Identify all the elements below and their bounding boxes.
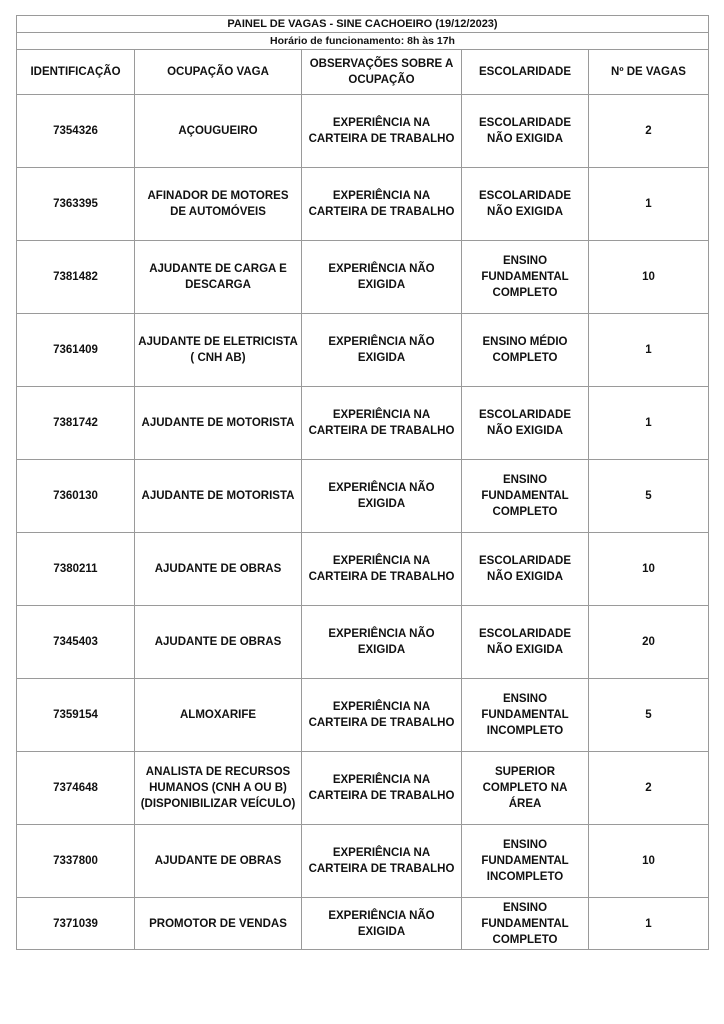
cell-id: 7359154 xyxy=(17,679,135,752)
cell-observations: EXPERIÊNCIA NA CARTEIRA DE TRABALHO xyxy=(302,825,462,898)
table-row xyxy=(17,168,709,241)
cell-occupation: AJUDANTE DE CARGA E DESCARGA xyxy=(135,241,302,314)
title-row xyxy=(17,16,709,33)
cell-observations: EXPERIÊNCIA NÃO EXIGIDA xyxy=(302,241,462,314)
cell-id: 7363395 xyxy=(17,168,135,241)
cell-occupation: AJUDANTE DE OBRAS xyxy=(135,533,302,606)
cell-id: 7361409 xyxy=(17,314,135,387)
table-row xyxy=(17,825,709,898)
column-header-occupation: OCUPAÇÃO VAGA xyxy=(135,50,302,95)
cell-vacancies: 2 xyxy=(589,95,709,168)
cell-vacancies: 1 xyxy=(589,898,709,950)
cell-id: 7345403 xyxy=(17,606,135,679)
cell-occupation: AJUDANTE DE MOTORISTA xyxy=(135,387,302,460)
cell-vacancies: 20 xyxy=(589,606,709,679)
cell-observations: EXPERIÊNCIA NA CARTEIRA DE TRABALHO xyxy=(302,95,462,168)
cell-occupation: AJUDANTE DE MOTORISTA xyxy=(135,460,302,533)
table-row xyxy=(17,898,709,950)
cell-vacancies: 1 xyxy=(589,314,709,387)
cell-id: 7371039 xyxy=(17,898,135,950)
cell-id: 7381742 xyxy=(17,387,135,460)
cell-observations: EXPERIÊNCIA NA CARTEIRA DE TRABALHO xyxy=(302,679,462,752)
cell-id: 7374648 xyxy=(17,752,135,825)
cell-observations: EXPERIÊNCIA NÃO EXIGIDA xyxy=(302,898,462,950)
cell-vacancies: 10 xyxy=(589,533,709,606)
cell-id: 7381482 xyxy=(17,241,135,314)
cell-education: ENSINO FUNDAMENTAL COMPLETO xyxy=(462,460,589,533)
cell-occupation: ANALISTA DE RECURSOS HUMANOS (CNH A OU B) (DISPONIBILIZAR VEÍCULO) xyxy=(135,752,302,825)
table-row xyxy=(17,679,709,752)
cell-occupation: ALMOXARIFE xyxy=(135,679,302,752)
cell-vacancies: 1 xyxy=(589,168,709,241)
cell-id: 7337800 xyxy=(17,825,135,898)
panel-title: PAINEL DE VAGAS - SINE CACHOEIRO (19/12/2023) xyxy=(17,16,709,33)
cell-occupation: AJUDANTE DE OBRAS xyxy=(135,606,302,679)
cell-observations: EXPERIÊNCIA NÃO EXIGIDA xyxy=(302,606,462,679)
cell-occupation: AFINADOR DE MOTORES DE AUTOMÓVEIS xyxy=(135,168,302,241)
table-row xyxy=(17,95,709,168)
table-row xyxy=(17,752,709,825)
cell-observations: EXPERIÊNCIA NA CARTEIRA DE TRABALHO xyxy=(302,168,462,241)
cell-education: SUPERIOR COMPLETO NA ÁREA xyxy=(462,752,589,825)
cell-education: ENSINO FUNDAMENTAL INCOMPLETO xyxy=(462,825,589,898)
cell-education: ENSINO FUNDAMENTAL COMPLETO xyxy=(462,241,589,314)
table-row xyxy=(17,606,709,679)
cell-vacancies: 1 xyxy=(589,387,709,460)
cell-vacancies: 5 xyxy=(589,679,709,752)
cell-occupation: PROMOTOR DE VENDAS xyxy=(135,898,302,950)
cell-education: ENSINO FUNDAMENTAL INCOMPLETO xyxy=(462,679,589,752)
cell-observations: EXPERIÊNCIA NA CARTEIRA DE TRABALHO xyxy=(302,387,462,460)
cell-observations: EXPERIÊNCIA NA CARTEIRA DE TRABALHO xyxy=(302,533,462,606)
cell-occupation: AJUDANTE DE OBRAS xyxy=(135,825,302,898)
cell-occupation: AÇOUGUEIRO xyxy=(135,95,302,168)
cell-education: ESCOLARIDADE NÃO EXIGIDA xyxy=(462,95,589,168)
cell-education: ESCOLARIDADE NÃO EXIGIDA xyxy=(462,168,589,241)
column-header-vacancies: Nº DE VAGAS xyxy=(589,50,709,95)
cell-vacancies: 10 xyxy=(589,241,709,314)
cell-id: 7354326 xyxy=(17,95,135,168)
hours-row xyxy=(17,33,709,50)
column-header-id: IDENTIFICAÇÃO xyxy=(17,50,135,95)
cell-id: 7380211 xyxy=(17,533,135,606)
table-row xyxy=(17,314,709,387)
cell-education: ESCOLARIDADE NÃO EXIGIDA xyxy=(462,533,589,606)
table-row xyxy=(17,241,709,314)
cell-vacancies: 2 xyxy=(589,752,709,825)
cell-observations: EXPERIÊNCIA NÃO EXIGIDA xyxy=(302,314,462,387)
cell-education: ENSINO MÉDIO COMPLETO xyxy=(462,314,589,387)
cell-education: ENSINO FUNDAMENTAL COMPLETO xyxy=(462,898,589,950)
opening-hours: Horário de funcionamento: 8h às 17h xyxy=(17,33,709,50)
cell-education: ESCOLARIDADE NÃO EXIGIDA xyxy=(462,606,589,679)
cell-observations: EXPERIÊNCIA NÃO EXIGIDA xyxy=(302,460,462,533)
table-row xyxy=(17,460,709,533)
column-header-observations: OBSERVAÇÕES SOBRE A OCUPAÇÃO xyxy=(302,50,462,95)
cell-vacancies: 10 xyxy=(589,825,709,898)
cell-occupation: AJUDANTE DE ELETRICISTA ( CNH AB) xyxy=(135,314,302,387)
cell-observations: EXPERIÊNCIA NA CARTEIRA DE TRABALHO xyxy=(302,752,462,825)
column-header-education: ESCOLARIDADE xyxy=(462,50,589,95)
job-vacancies-table xyxy=(16,15,709,950)
table-row xyxy=(17,387,709,460)
cell-id: 7360130 xyxy=(17,460,135,533)
cell-education: ESCOLARIDADE NÃO EXIGIDA xyxy=(462,387,589,460)
cell-vacancies: 5 xyxy=(589,460,709,533)
table-row xyxy=(17,533,709,606)
column-header-row xyxy=(17,50,709,95)
